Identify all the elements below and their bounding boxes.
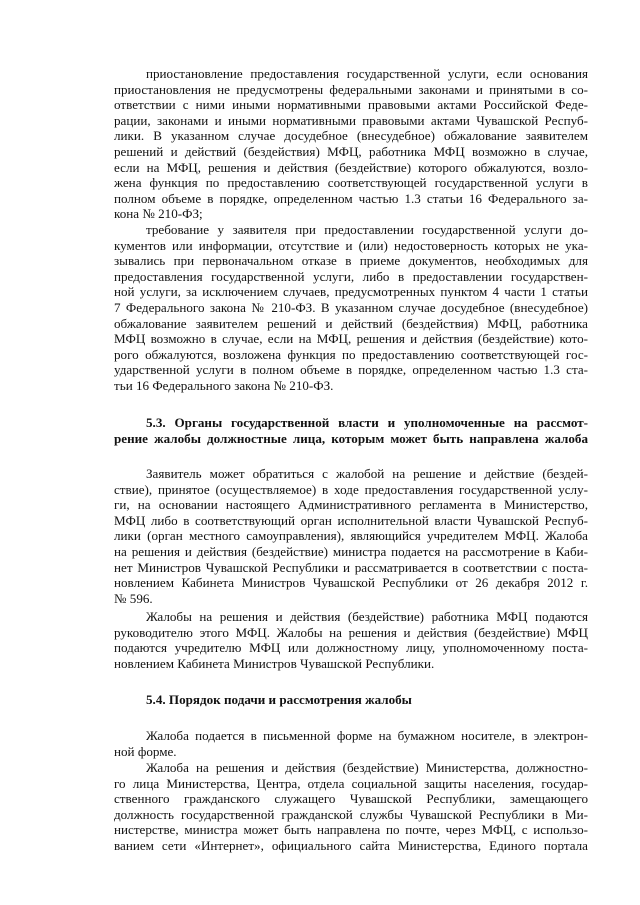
text-line: МФЦ либо в соответствующий орган исполнительной власти Чувашской Респуб- (114, 512, 588, 528)
text-line: Жалоба на решения и действия (бездействие) Министерства, должностно- (146, 760, 588, 775)
text-line: требование у заявителя при предоставлении государственной услуги до- (146, 222, 588, 237)
text-line: жена функция по предоставлению соответствующей государственной услуги в (114, 175, 588, 191)
section-heading-5-4 (114, 692, 588, 708)
text-line: новлением Кабинета Министров Чувашской Республики. (114, 655, 435, 671)
text-line: ги, на основании настоящего Административного регламента в Министерство, (114, 497, 588, 513)
text-line: рации, законами и иными нормативными правовыми актами Чувашской Респуб- (114, 112, 588, 128)
paragraph-requirement (114, 222, 588, 394)
text-line: обжалование заявителем решений и действий (бездействия) МФЦ, работника (114, 315, 588, 331)
text-line: лики. В указанном случае досудебное (внесудебное) обжалование заявителем (114, 128, 588, 144)
text-line: ственного гражданского служащего Чувашской Республики, замещающего (114, 791, 588, 807)
section-heading-5-3 (114, 415, 588, 446)
text-line: кументов или информации, отсутствие и (или) недостоверность которых не ука- (114, 237, 588, 253)
text-line: тьи 16 Федерального закона № 210-ФЗ. (114, 377, 334, 393)
text-line: ответствии с ними иными нормативными правовыми актами Российской Феде- (114, 97, 588, 113)
paragraph-suspension (114, 66, 588, 222)
text-line: кона № 210-ФЗ; (114, 206, 203, 222)
text-line: нистерстве, министра может быть направлена по почте, через МФЦ, с использо- (114, 822, 588, 838)
text-line: Заявитель может обратиться с жалобой на решение и действие (бездей- (146, 466, 588, 481)
text-line: решений и действий (бездействия) МФЦ, работника МФЦ возможно в случае, (114, 143, 588, 159)
heading-line: 5.4. Порядок подачи и рассмотрения жалобы (146, 692, 412, 707)
text-line: нет Министров Чувашской Республики и рассматривается в соответствии с поста- (114, 559, 588, 575)
heading-line: рение жалобы должностные лица, которым может быть направлена жалоба (114, 430, 588, 446)
text-line: ной форме. (114, 743, 177, 759)
text-line: рого обжалуются, возложена функция по предоставлению соответствующей гос- (114, 346, 588, 362)
text-line: приостановление предоставления государственной услуги, если основания (146, 66, 588, 81)
text-line: подаются учредителю МФЦ или должностному лицу, уполномоченному поста- (114, 640, 588, 656)
text-line: ствие), принятое (осуществляемое) в ходе предоставления государственной услу- (114, 481, 588, 497)
paragraph-complaint-form (114, 728, 588, 759)
text-line: лики (орган местного самоуправления), являющийся учредителем МФЦ. Жалоба (114, 528, 588, 544)
text-line: приостановления не предусмотрены федеральными законами и принятыми в со- (114, 81, 588, 97)
text-line: Жалобы на решения и действия (бездействие) работника МФЦ подаются (146, 609, 588, 624)
text-line: на решения и действия (бездействие) министра подается на рассмотрение в Каби- (114, 543, 588, 559)
text-line: МФЦ возможно в случае, если на МФЦ, решения и действия (бездействие) кото- (114, 331, 588, 347)
paragraph-mfc-complaints (114, 609, 588, 671)
text-line: го лица Министерства, Центра, отдела социальной защиты населения, государ- (114, 775, 588, 791)
text-line: № 596. (114, 590, 153, 606)
text-line: новлением Кабинета Министров Чувашской Республики от 26 декабря 2012 г. (114, 575, 588, 591)
text-line: полном объеме в порядке, определенном частью 1.3 статьи 16 Федерального за- (114, 190, 588, 206)
paragraph-complaint-submission (114, 760, 588, 854)
text-line: Жалоба подается в письменной форме на бумажном носителе, в электрон- (146, 728, 588, 743)
text-line: ударственной услуги в полном объеме в порядке, определенном частью 1.3 ста- (114, 362, 588, 378)
text-line: если на МФЦ, решения и действия (бездействие) которого обжалуются, возло- (114, 159, 588, 175)
heading-line: 5.3. Органы государственной власти и уполномоченные на рассмот- (146, 415, 588, 430)
text-line: ванием сети «Интернет», официального сайта Министерства, Единого портала (114, 837, 588, 853)
text-line: ной услуги, за исключением случаев, предусмотренных пунктом 4 части 1 статьи (114, 284, 588, 300)
text-line: зывались при первоначальном отказе в приеме документов, необходимых для (114, 253, 588, 269)
text-line: должность государственной гражданской службы Чувашской Республики в Ми- (114, 806, 588, 822)
paragraph-applicant-complaint (114, 466, 588, 606)
text-line: руководителю этого МФЦ. Жалобы на решения и действия (бездействие) МФЦ (114, 624, 588, 640)
text-line: 7 Федерального закона № 210-ФЗ. В указанном случае досудебное (внесудебное) (114, 299, 588, 315)
text-line: предоставления государственной услуги, либо в предоставлении государствен- (114, 268, 588, 284)
